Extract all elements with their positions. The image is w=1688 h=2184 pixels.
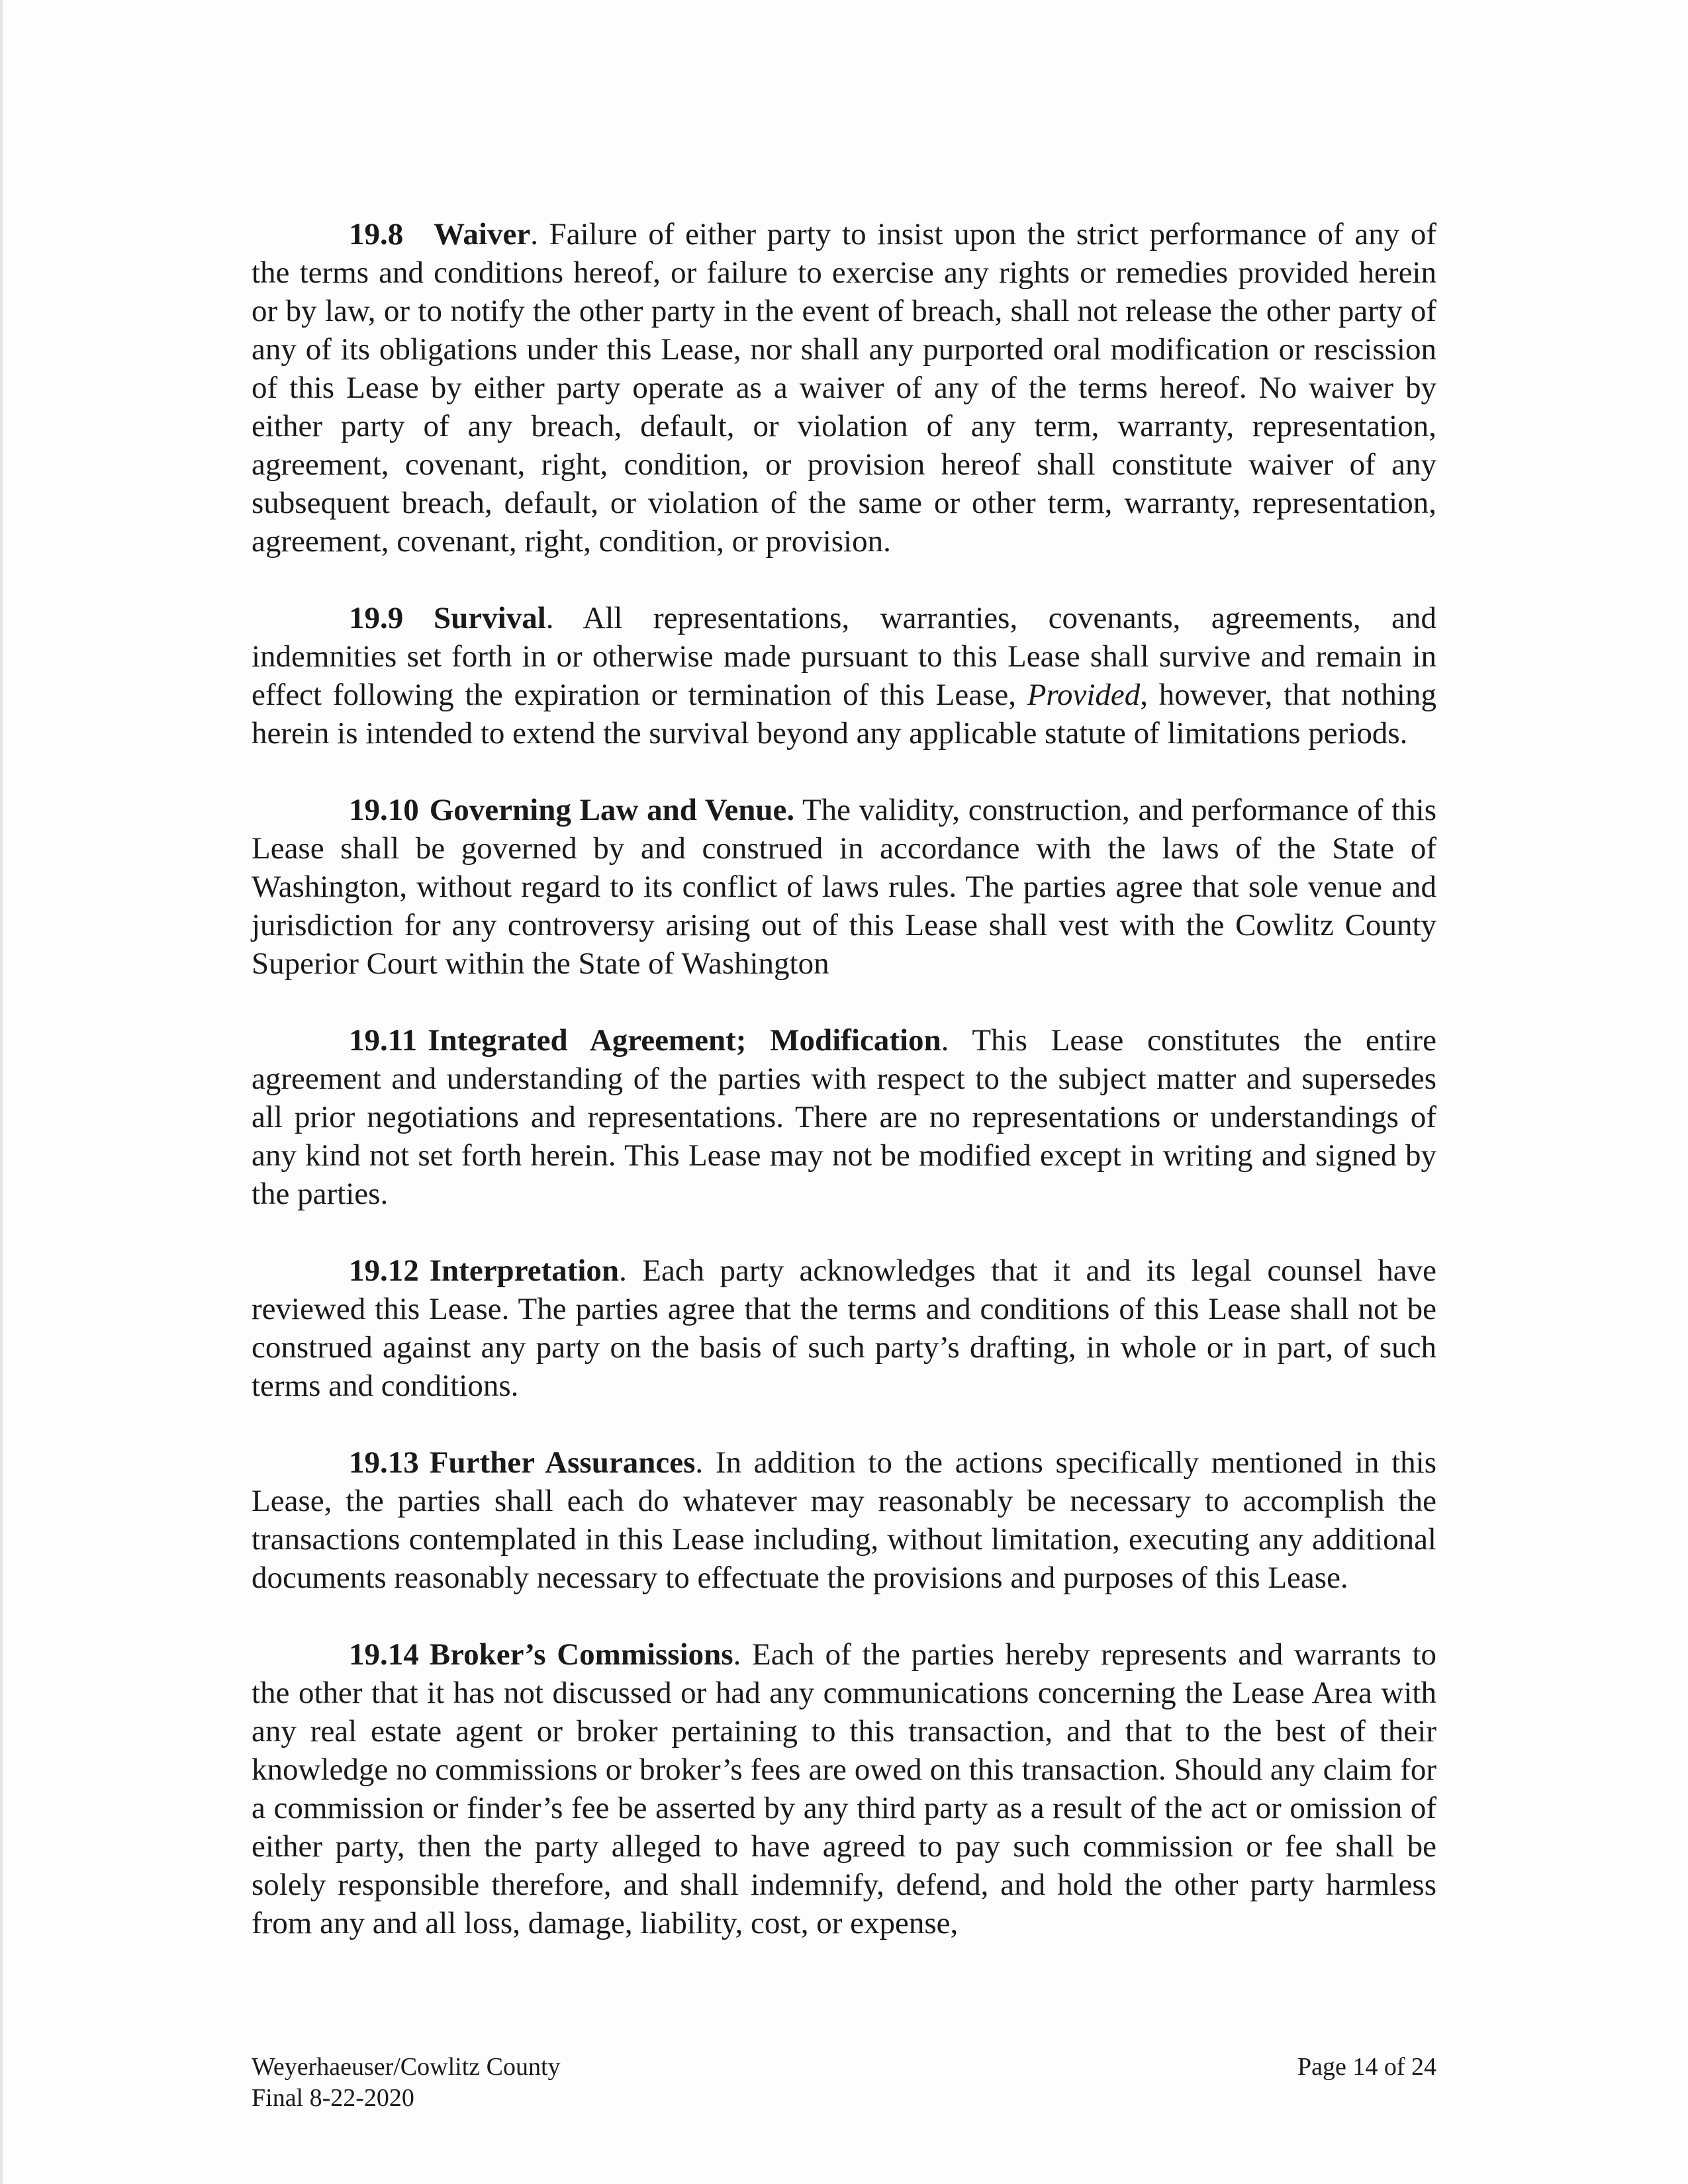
section-text: Each party acknowledges that it and its legal counsel have reviewed this Lease. The parties agree that the terms and conditions of this Lease shall not be construed against any party on the basis of such party’s drafting, in whole or in part, of such terms and conditions. [252, 1253, 1437, 1403]
section-title: Integrated Agreement; Modification [428, 1023, 941, 1058]
section-text: All representations, warranties, covenants, agreements, and indemnities set forth in or otherwise made pursuant to this Lease shall survive and remain in effect following the expiration or termination of this Lease, [252, 601, 1436, 712]
section-number: 19.8 [349, 217, 404, 251]
section-title-punct: . [941, 1023, 949, 1058]
section-number: 19.10 [349, 793, 419, 827]
section-title: Further Assurances [429, 1445, 696, 1480]
section-title: Survival [434, 601, 546, 635]
section-19-12 [252, 1251, 1436, 1405]
section-title-punct: . [530, 217, 538, 251]
section-19-10 [252, 791, 1436, 983]
section-number: 19.13 [349, 1445, 419, 1480]
section-title-punct: . [733, 1637, 741, 1672]
section-19-11 [252, 1021, 1436, 1213]
section-title: Interpretation [429, 1253, 620, 1288]
section-19-13 [252, 1443, 1436, 1597]
footer-version: Final 8-22-2020 [252, 2084, 414, 2112]
section-text: In addition to the actions specifically mentioned in this Lease, the parties shall each do whatever may reasonably be necessary to accomplish the transactions contemplated in this Lease including, without limitation, executing any additional documents reasonably necessary to effectuate the provisions and purposes of this Lease. [252, 1445, 1436, 1595]
section-19-8 [252, 215, 1436, 561]
section-19-14 [252, 1635, 1436, 1942]
section-title-punct: . [619, 1253, 627, 1288]
section-title: Governing Law and Venue. [429, 793, 795, 827]
section-number: 19.11 [349, 1023, 418, 1058]
footer-doc-name: Weyerhaeuser/Cowlitz County [252, 2053, 561, 2081]
scan-edge [0, 0, 3, 2184]
footer-doc-info [252, 2052, 561, 2114]
section-text: This Lease constitutes the entire agreement and understanding of the parties with respect to the subject matter and supersedes all prior negotiations and representations. There are no representations or understandings of any kind not set forth herein. This Lease may not be modified except in writing and signed by the parties. [252, 1023, 1436, 1211]
section-text: Each of the parties hereby represents and warrants to the other that it has not discussed or had any communications concerning the Lease Area with any real estate agent or broker pertaining to this transaction, and that to the best of their knowledge no commissions or broker’s fees are owed on this transaction. Should any claim for a commission or finder’s fee be asserted by any third party as a result of the act or omission of either party, then the party alleged to have agreed to pay such commission or fee shall be solely responsible therefore, and shall indemnify, defend, and hold the other party harmless from any and all loss, damage, liability, cost, or expense, [252, 1637, 1437, 1940]
section-text: Failure of either party to insist upon the strict performance of any of the terms and conditions hereof, or failure to exercise any rights or remedies provided herein or by law, or to notify the other party in the event of breach, shall not release the other party of any of its obligations under this Lease, nor shall any purported oral modification or rescission of this Lease by either party operate as a waiver of any of the terms hereof. No waiver by either party of any breach, default, or violation of any term, warranty, representation, agreement, covenant, right, condition, or provision hereof shall constitute waiver of any subsequent breach, default, or violation of the same or other term, warranty, representation, agreement, covenant, right, condition, or provision. [252, 217, 1437, 559]
section-number: 19.14 [349, 1637, 419, 1672]
section-title: Waiver [434, 217, 531, 251]
section-title-punct: . [545, 601, 554, 635]
section-title-punct: . [695, 1445, 704, 1480]
section-number: 19.9 [349, 601, 404, 635]
section-number: 19.12 [349, 1253, 419, 1288]
section-text-continued: , however, that nothing herein is intended to extend the survival beyond any applicable statute of limitations periods. [252, 678, 1436, 751]
section-text-italic: Provided [1027, 678, 1141, 712]
section-text: The validity, construction, and performance of this Lease shall be governed by and construed in accordance with the laws of the State of Washington, without regard to its conflict of laws rules. The parties agree that sole venue and jurisdiction for any controversy arising out of this Lease shall vest with the Cowlitz County Superior Court within the State of Washington [252, 793, 1436, 981]
document-body [252, 215, 1436, 1981]
page-number: Page 14 of 24 [1297, 2053, 1436, 2081]
section-19-9 [252, 599, 1436, 752]
section-title: Broker’s Commissions [429, 1637, 733, 1672]
